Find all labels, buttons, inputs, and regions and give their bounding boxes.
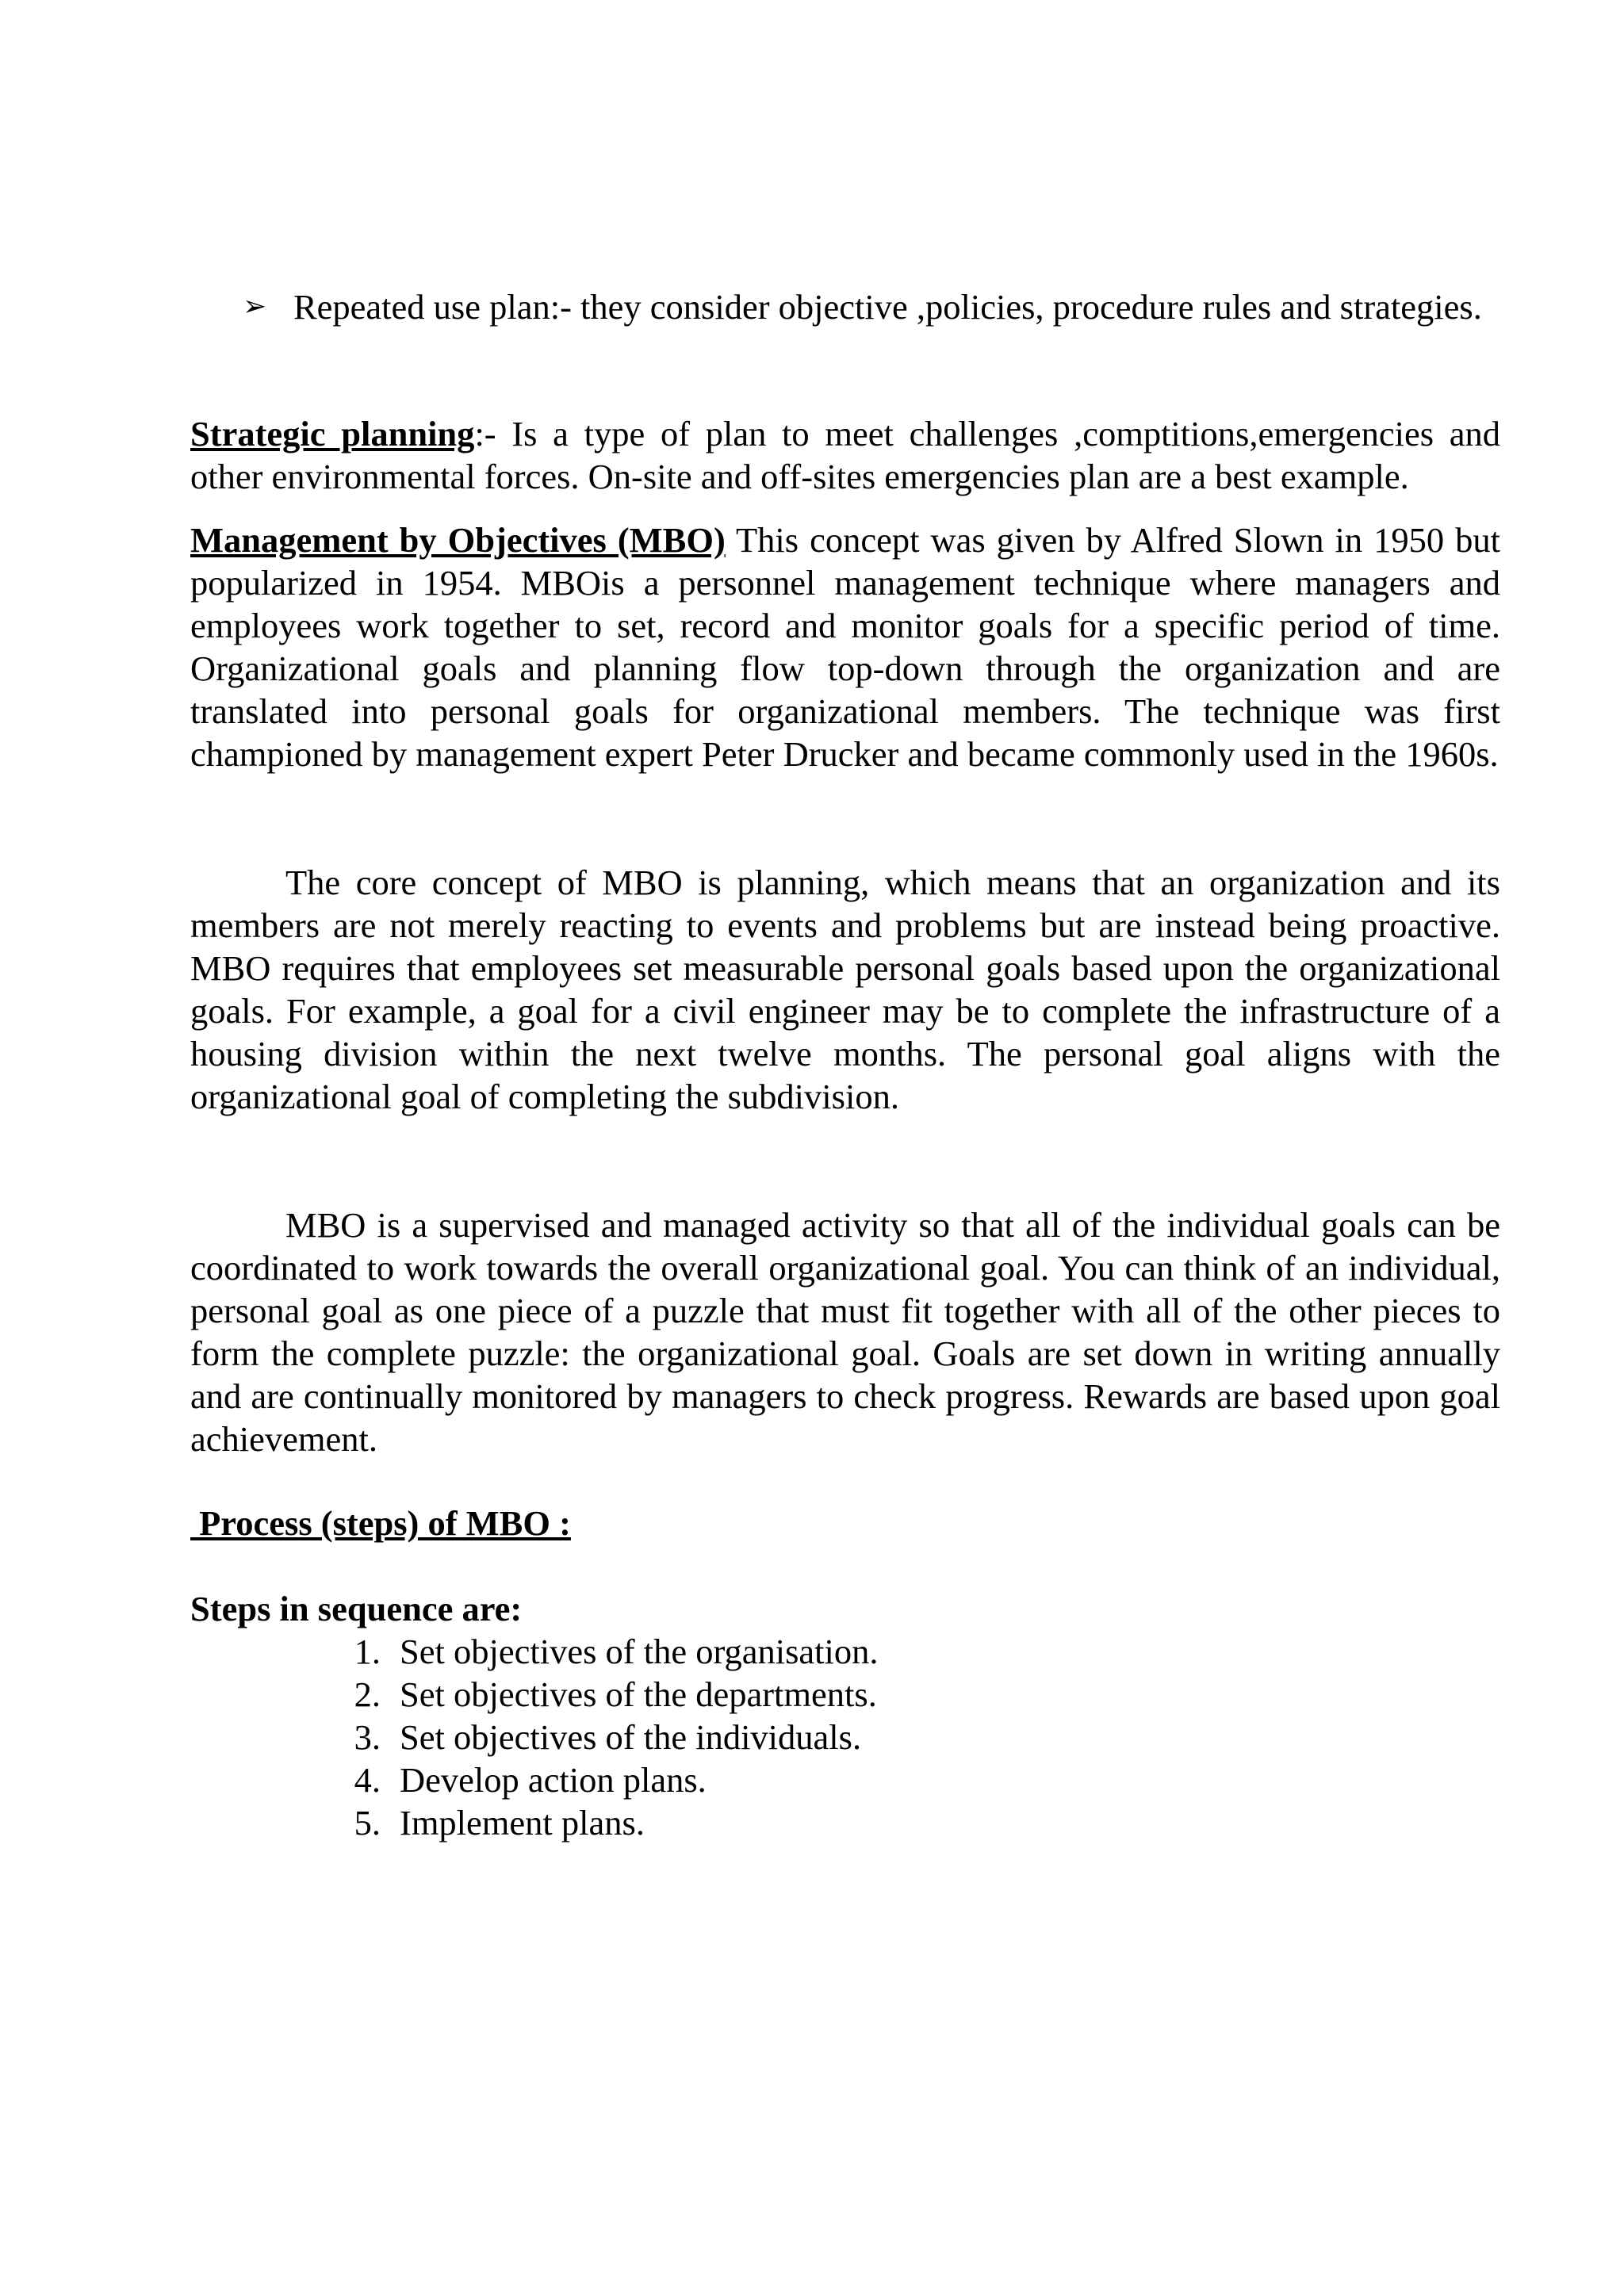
strategic-planning-term: Strategic planning — [190, 414, 475, 453]
strategic-planning-text: :- Is a type of plan to meet challenges ,comptitions,emergencies and other environmental forces. On-site and off-sites emergencies plan are a best example. — [190, 414, 1500, 496]
mbo-term: Management by Objectives (MBO) — [190, 520, 726, 560]
core-concept-paragraph: The core concept of MBO is planning, which means that an organization and its members are not merely reacting to events and problems but are instead being proactive. MBO requires that employees set measurable personal goals based upon the organizational goals. For example, a goal for a civil engineer may be to complete the infrastructure of a housing division within the next twelve months. The personal goal aligns with the organizational goal of completing the subdivision. — [190, 863, 1500, 1116]
document-page — [190, 285, 1500, 1844]
list-item: 4. Develop action plans. — [354, 1760, 707, 1800]
mbo-definition-paragraph — [190, 519, 1500, 775]
steps-title: Steps in sequence are: — [190, 1589, 523, 1628]
bullet-text: Repeated use plan:- they consider objective ,policies, procedure rules and strategies. — [293, 287, 1482, 327]
mbo-definition-text: This concept was given by Alfred Slown in 1950 but popularized in 1954. MBOis a personnel management technique where managers and employees work together to set, record and monitor goals for a specific period of time. Organizational goals and planning flow top-down through the organization and are translated into personal goals for organizational members. The technique was first championed by management expert Peter Drucker and became commonly used in the 1960s. — [190, 520, 1500, 774]
strategic-planning-paragraph — [190, 412, 1500, 498]
bullet-item — [243, 285, 1500, 328]
list-item: 5. Implement plans. — [354, 1803, 645, 1843]
list-item: 3. Set objectives of the individuals. — [354, 1717, 862, 1757]
steps-list — [190, 1630, 1500, 1844]
list-item: 1. Set objectives of the organisation. — [354, 1632, 879, 1671]
process-heading: Process (steps) of MBO : — [190, 1503, 571, 1543]
supervised-activity-paragraph: MBO is a supervised and managed activity so that all of the individual goals can be coordinated to work towards the overall organizational goal. You can think of an individual, personal goal as one piece of a puzzle that must fit together with all of the other pieces to form the complete puzzle: the organizational goal. Goals are set down in writing annually and are continually monitored by managers to check progress. Rewards are based upon goal achievement. — [190, 1205, 1500, 1459]
list-item: 2. Set objectives of the departments. — [354, 1674, 877, 1714]
arrow-bullet-icon: ➢ — [243, 290, 267, 323]
